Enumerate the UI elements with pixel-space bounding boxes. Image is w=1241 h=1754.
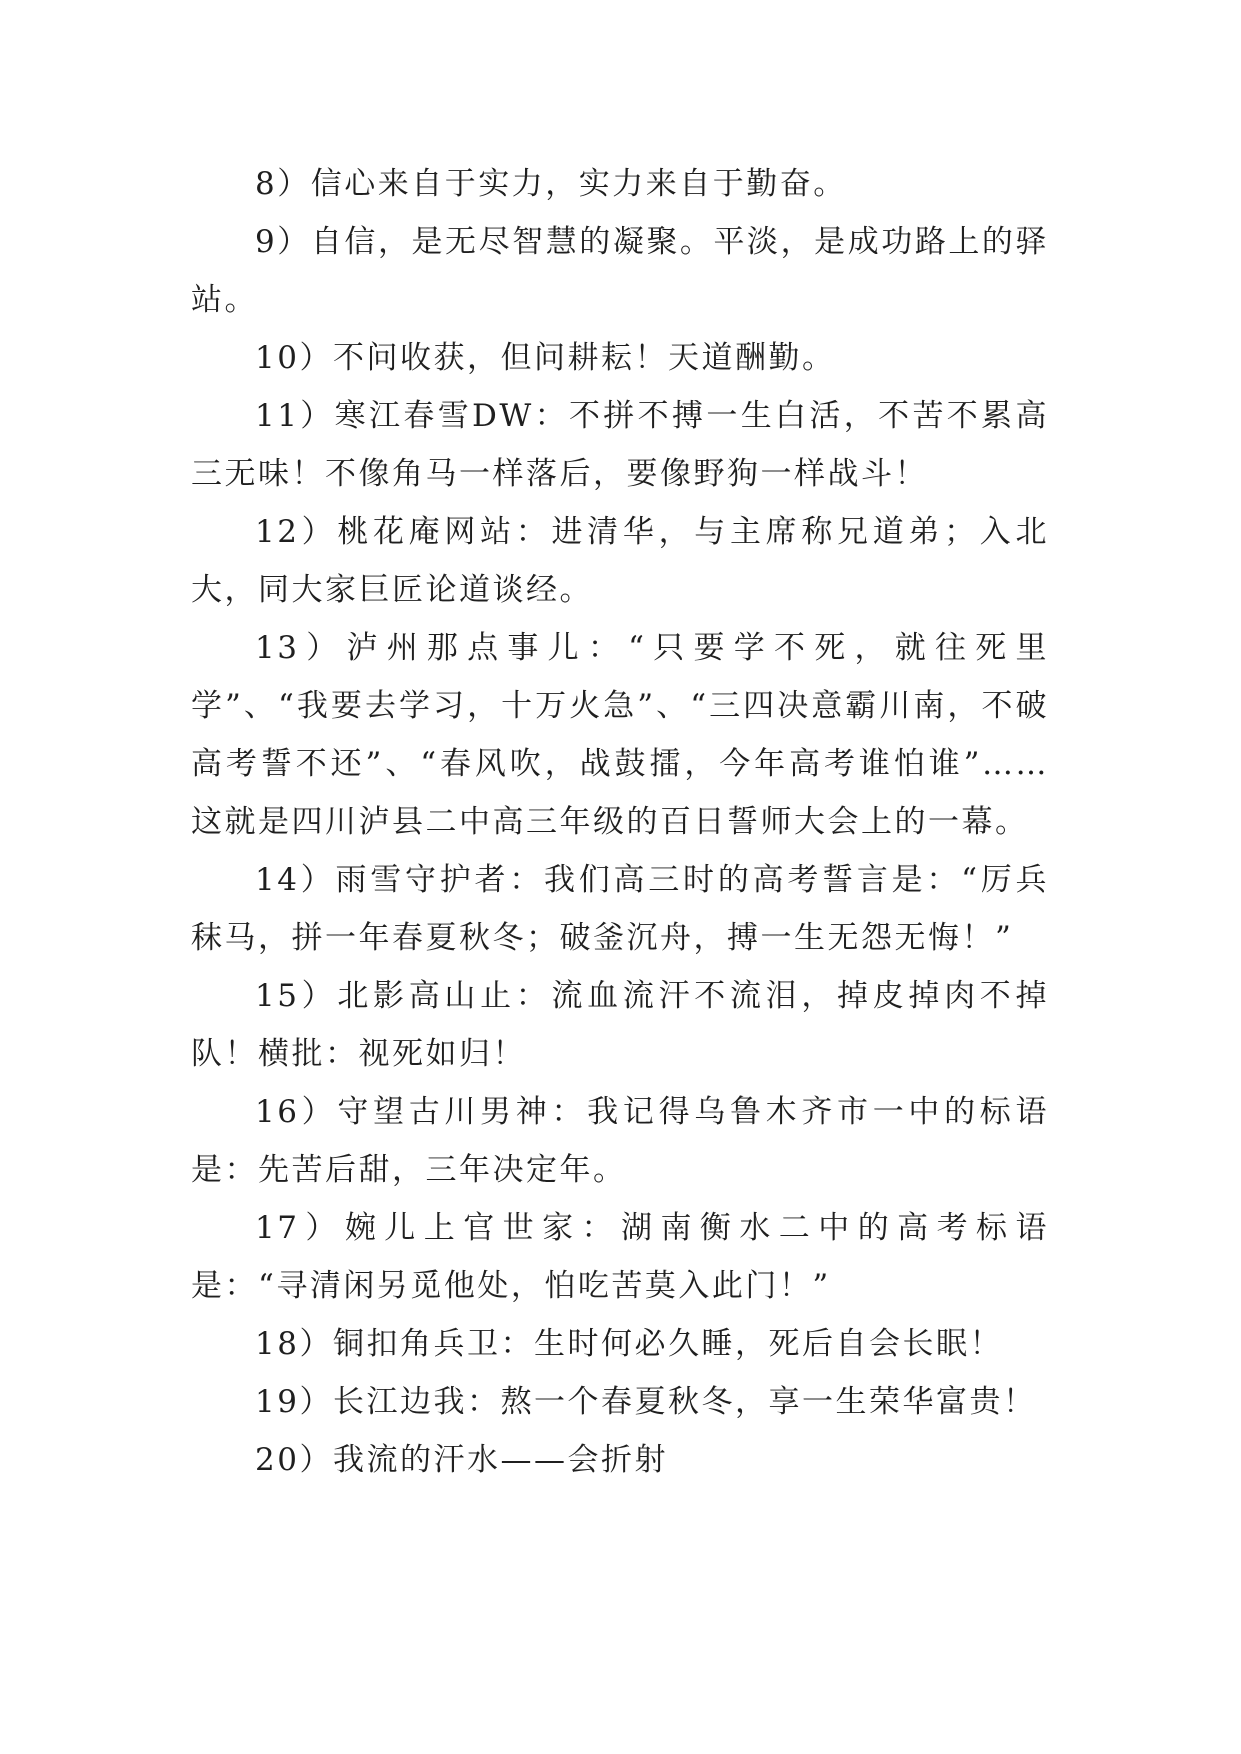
paragraph-item-10: 10）不问收获，但问耕耘！天道酬勤。 xyxy=(255,340,836,376)
paragraph-item-18: 18）铜扣角兵卫：生时何必久睡，死后自会长眠！ xyxy=(255,1326,1003,1362)
paragraph-item-9: 9）自信，是无尽智慧的凝聚。平淡，是成功路上的驿站。 xyxy=(191,224,1049,318)
paragraph-item-19: 19）长江边我：熬一个春夏秋冬，享一生荣华富贵！ xyxy=(255,1384,1037,1420)
paragraph-item-17: 17）婉儿上官世家：湖南衡水二中的高考标语是：“寻清闲另觅他处，怕吃苦莫入此门！” xyxy=(191,1210,1049,1304)
paragraph-item-14: 14）雨雪守护者：我们高三时的高考誓言是：“厉兵秣马，拼一年春夏秋冬；破釜沉舟，搏一生无怨无悔！” xyxy=(191,862,1049,956)
paragraph-item-8: 8）信心来自于实力，实力来自于勤奋。 xyxy=(255,166,847,202)
paragraph-item-20: 20）我流的汗水——会折射 xyxy=(255,1442,668,1478)
paragraph-item-11: 11）寒江春雪DW：不拼不搏一生白活，不苦不累高三无味！不像角马一样落后，要像野狗一样战斗！ xyxy=(191,398,1049,492)
paragraph-item-15: 15）北影高山止：流血流汗不流泪，掉皮掉肉不掉队！横批：视死如归！ xyxy=(191,978,1049,1072)
paragraph-item-13: 13）泸州那点事儿：“只要学不死，就往死里学”、“我要去学习，十万火急”、“三四决意霸川南，不破高考誓不还”、“春风吹，战鼓擂，今年高考谁怕谁”……这就是四川泸县二中高三年级的百日誓师大会上的一幕。 xyxy=(191,630,1049,840)
paragraph-item-16: 16）守望古川男神：我记得乌鲁木齐市一中的标语是：先苦后甜，三年决定年。 xyxy=(191,1094,1049,1188)
document-body xyxy=(191,155,1049,1489)
paragraph-item-12: 12）桃花庵网站：进清华，与主席称兄道弟；入北大，同大家巨匠论道谈经。 xyxy=(191,514,1049,608)
